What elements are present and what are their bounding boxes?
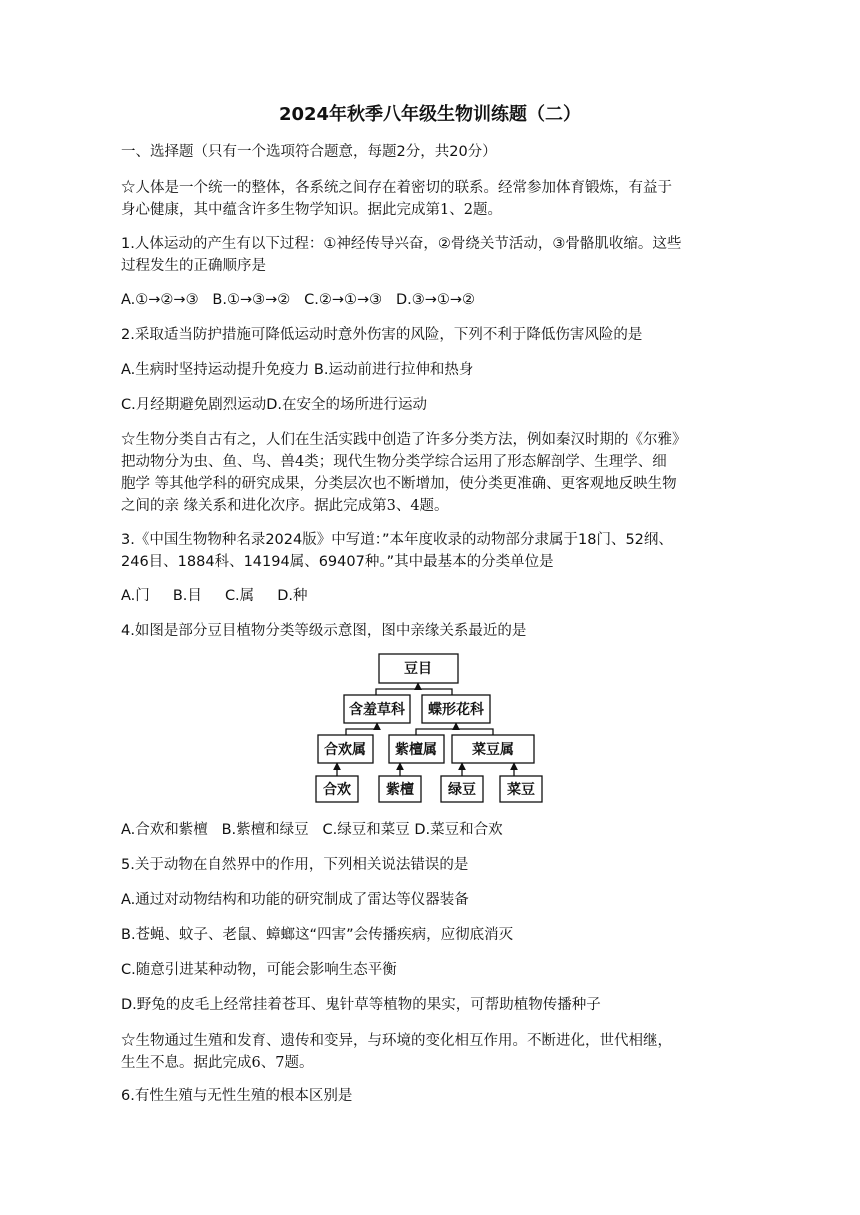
q3-option-a[interactable]: A.门 (121, 588, 150, 604)
q5-option-d[interactable]: D.野兔的皮毛上经常挂着苍耳、鬼针草等植物的果实，可帮助植物传播种子 (121, 997, 601, 1013)
q1-option-d[interactable]: D.③→①→② (395, 292, 476, 308)
node-order: 豆目 (404, 661, 432, 677)
q3-stem-line-2: 246目、1884科、14194属、69407种。”其中最基本的分类单位是 (121, 554, 554, 570)
node-species-1: 合欢 (323, 782, 351, 798)
node-genus-3: 菜豆属 (472, 742, 514, 758)
q1-option-b[interactable]: B.①→③→② (212, 292, 291, 308)
q2-options-line-2[interactable]: C.月经期避免剧烈运动D.在安全的场所进行运动 (121, 397, 428, 413)
intro-2-line-3: 胞学 等其他学科的研究成果，分类层次也不断增加，使分类更准确、更客观地反映生物 (121, 476, 677, 492)
node-family-2: 蝶形花科 (428, 702, 484, 718)
q5-option-b[interactable]: B.苍蝇、蚊子、老鼠、蟑螂这“四害”会传播疾病，应彻底消灭 (121, 927, 514, 943)
q3-option-b[interactable]: B.目 (172, 588, 202, 604)
node-genus-1: 合欢属 (324, 742, 366, 758)
intro-2-line-1: ☆生物分类自古有之，人们在生活实践中创造了许多分类方法，例如秦汉时期的《尔雅》 (121, 432, 687, 448)
q3-option-d[interactable]: D.种 (277, 588, 308, 604)
intro-2-line-4: 之间的亲 缘关系和进化次序。据此完成第3、4题。 (121, 498, 449, 514)
intro-3-line-2: 生生不息。据此完成6、7题。 (121, 1055, 314, 1071)
intro-2-line-2: 把动物分为虫、鱼、鸟、兽4类；现代生物分类学综合运用了形态解剖学、生理学、细 (121, 454, 667, 470)
q4-stem: 4.如图是部分豆目植物分类等级示意图，图中亲缘关系最近的是 (121, 623, 527, 639)
node-family-1: 含羞草科 (349, 702, 405, 718)
intro-1-line-2: 身心健康，其中蕴含许多生物学知识。据此完成第1、2题。 (121, 202, 502, 218)
q1-option-a[interactable]: A.①→②→③ (121, 292, 199, 308)
node-species-2: 紫檀 (386, 782, 414, 798)
q4-options[interactable]: A.合欢和紫檀 B.紫檀和绿豆 C.绿豆和菜豆 D.菜豆和合欢 (121, 822, 503, 838)
section-heading: 一、选择题（只有一个选项符合题意，每题2分，共20分） (121, 144, 497, 160)
node-genus-2: 紫檀属 (395, 742, 437, 758)
q2-stem: 2.采取适当防护措施可降低运动时意外伤害的风险，下列不利于降低伤害风险的是 (121, 327, 643, 343)
q1-stem-line-1: 1.人体运动的产生有以下过程：①神经传导兴奋，②骨绕关节活动，③骨骼肌收缩。这些 (121, 236, 682, 252)
q5-stem: 5.关于动物在自然界中的作用，下列相关说法错误的是 (121, 857, 469, 873)
page-title: 2024年秋季八年级生物训练题（二） (278, 104, 582, 125)
q1-option-c[interactable]: C.②→①→③ (304, 292, 383, 308)
q6-stem: 6.有性生殖与无性生殖的根本区别是 (121, 1088, 353, 1104)
node-species-3: 绿豆 (448, 782, 476, 798)
q5-option-a[interactable]: A.通过对动物结构和功能的研究制成了雷达等仪器装备 (121, 892, 469, 908)
intro-3-line-1: ☆生物通过生殖和发育、遗传和变异，与环境的变化相互作用。不断进化，世代相继， (121, 1033, 672, 1049)
q3-option-c[interactable]: C.属 (224, 588, 255, 604)
q1-stem-line-2: 过程发生的正确顺序是 (121, 258, 266, 274)
q3-stem-line-1: 3.《中国生物物种名录2024版》中写道：”本年度收录的动物部分隶属于18门、52纲、 (121, 532, 673, 548)
node-species-4: 菜豆 (507, 782, 535, 798)
intro-1-line-1: ☆人体是一个统一的整体，各系统之间存在着密切的联系。经常参加体育锻炼，有益于 (121, 180, 672, 196)
q2-options-line-1[interactable]: A.生病时坚持运动提升免疫力 B.运动前进行拉伸和热身 (121, 362, 474, 378)
q5-option-c[interactable]: C.随意引进某种动物，可能会影响生态平衡 (121, 962, 397, 978)
